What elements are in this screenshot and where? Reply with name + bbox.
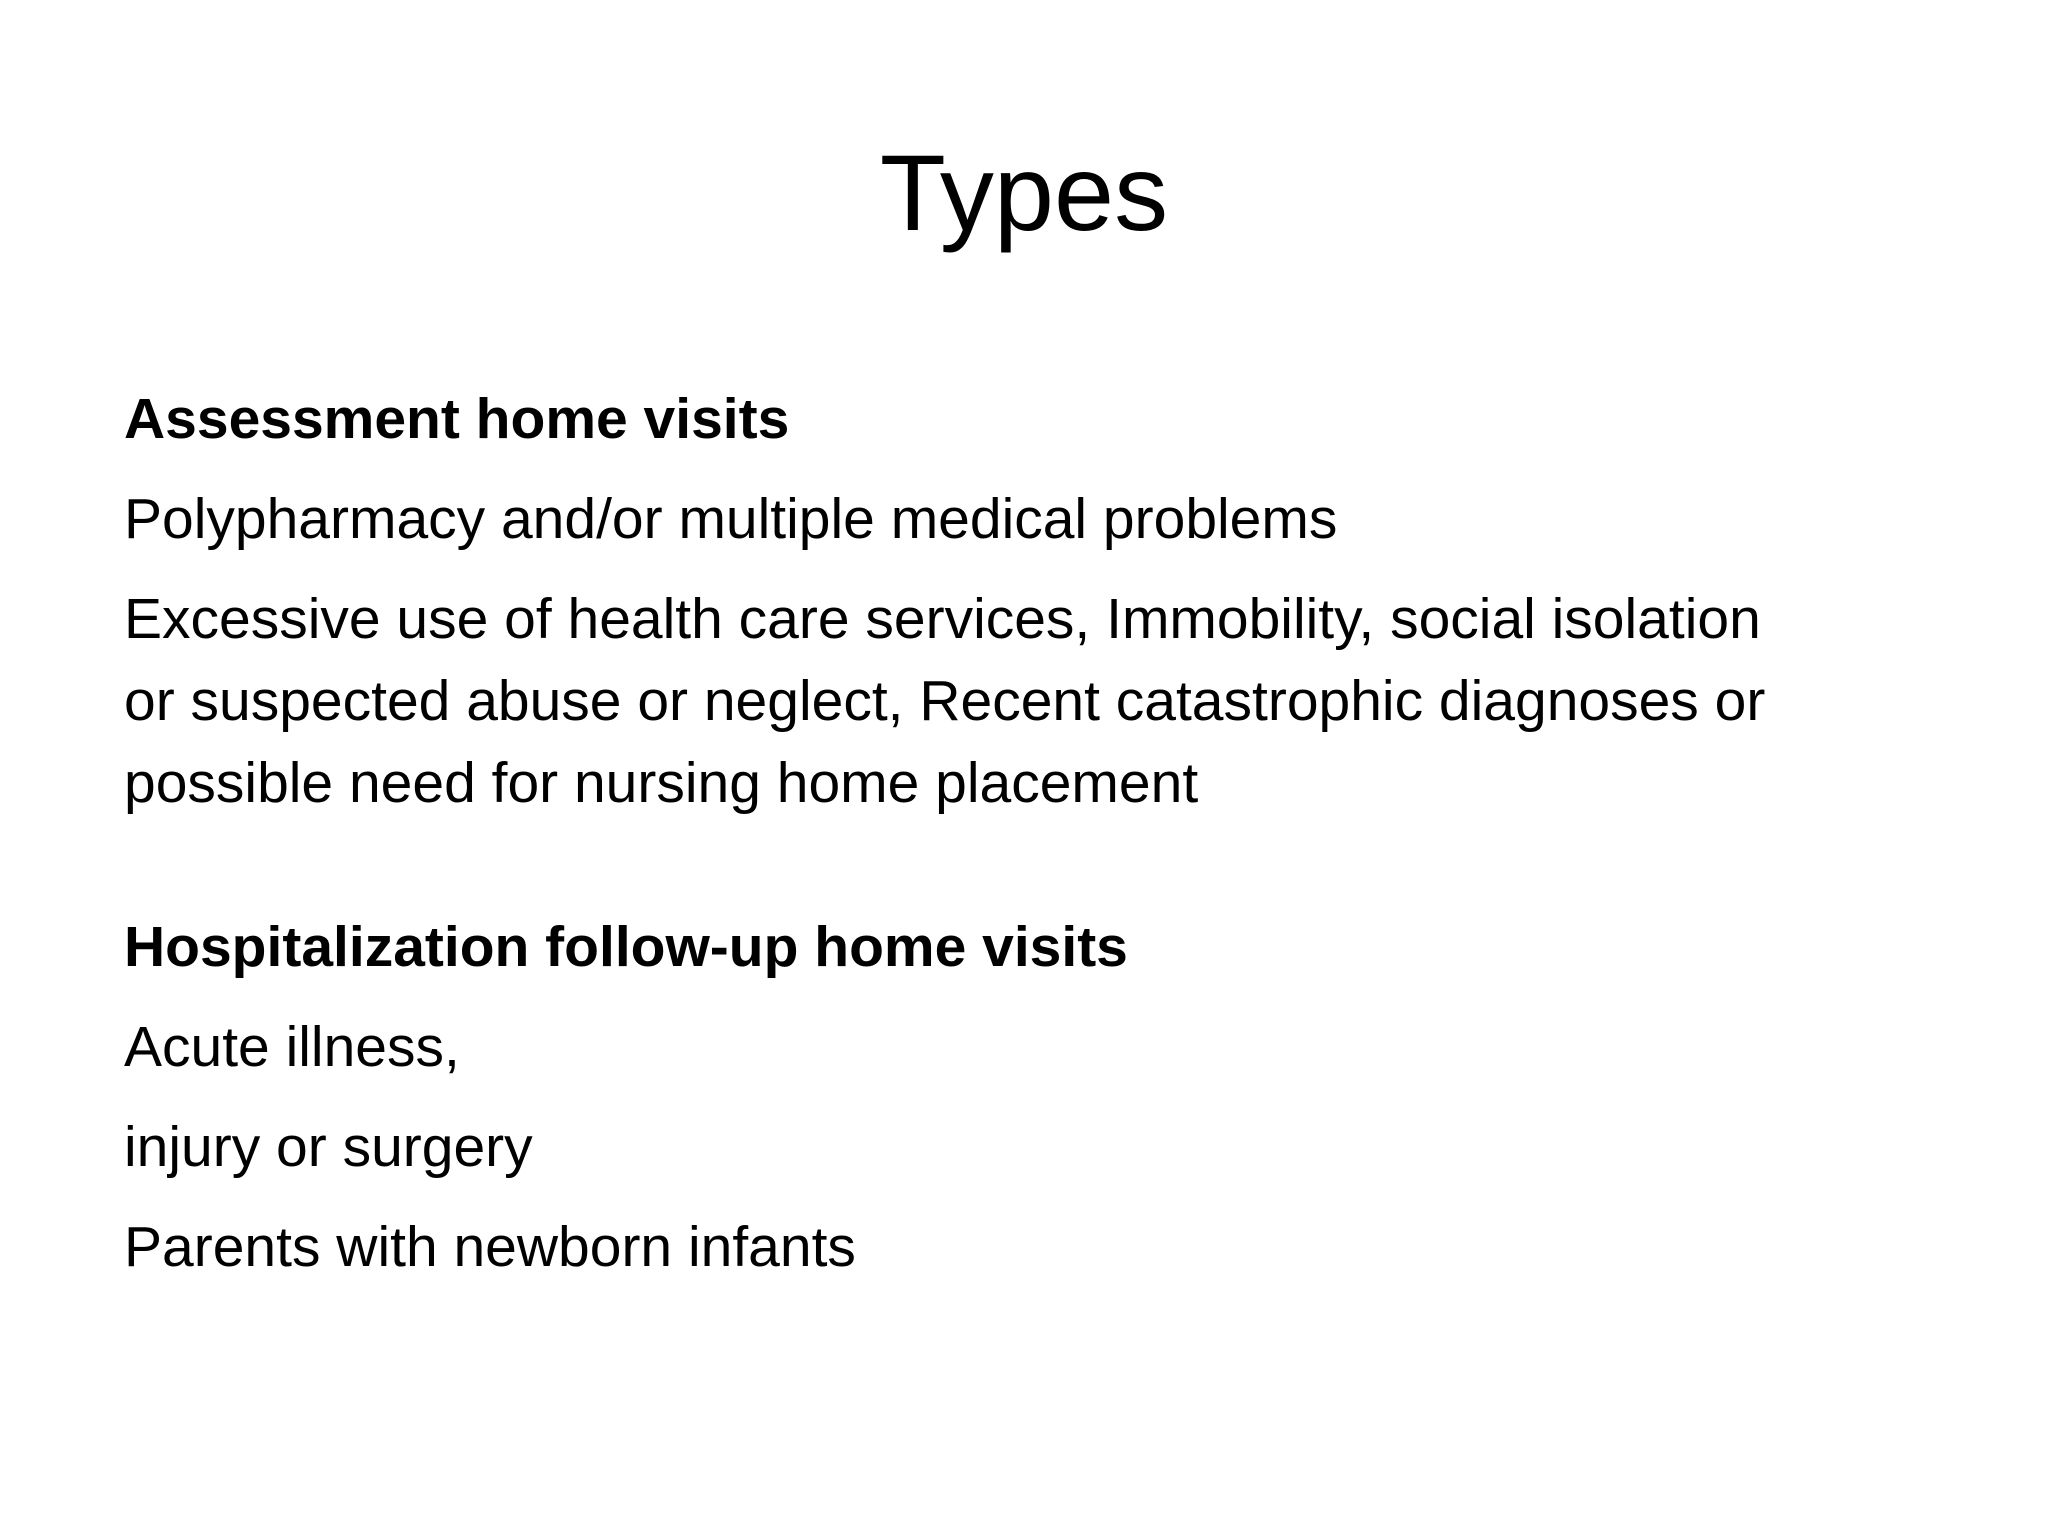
list-item-line: or suspected abuse or neglect, Recent catastrophic diagnoses or <box>124 669 1766 733</box>
slide-title: Types <box>879 132 1169 253</box>
section-heading: Hospitalization follow-up home visits <box>124 915 1128 979</box>
list-item: Polypharmacy and/or multiple medical problems <box>124 487 1338 551</box>
section-hospitalization <box>124 906 1944 1288</box>
slide-body <box>124 378 1944 1288</box>
list-item: Parents with newborn infants <box>124 1215 856 1279</box>
list-item: Acute illness, <box>124 1015 460 1079</box>
list-item-line: possible need for nursing home placement <box>124 751 1199 815</box>
section-heading: Assessment home visits <box>124 387 790 451</box>
list-item: injury or surgery <box>124 1115 533 1179</box>
list-item-line: Excessive use of health care services, Immobility, social isolation <box>124 587 1761 651</box>
list-item-wrapped <box>124 578 1944 824</box>
section-assessment <box>124 378 1944 824</box>
